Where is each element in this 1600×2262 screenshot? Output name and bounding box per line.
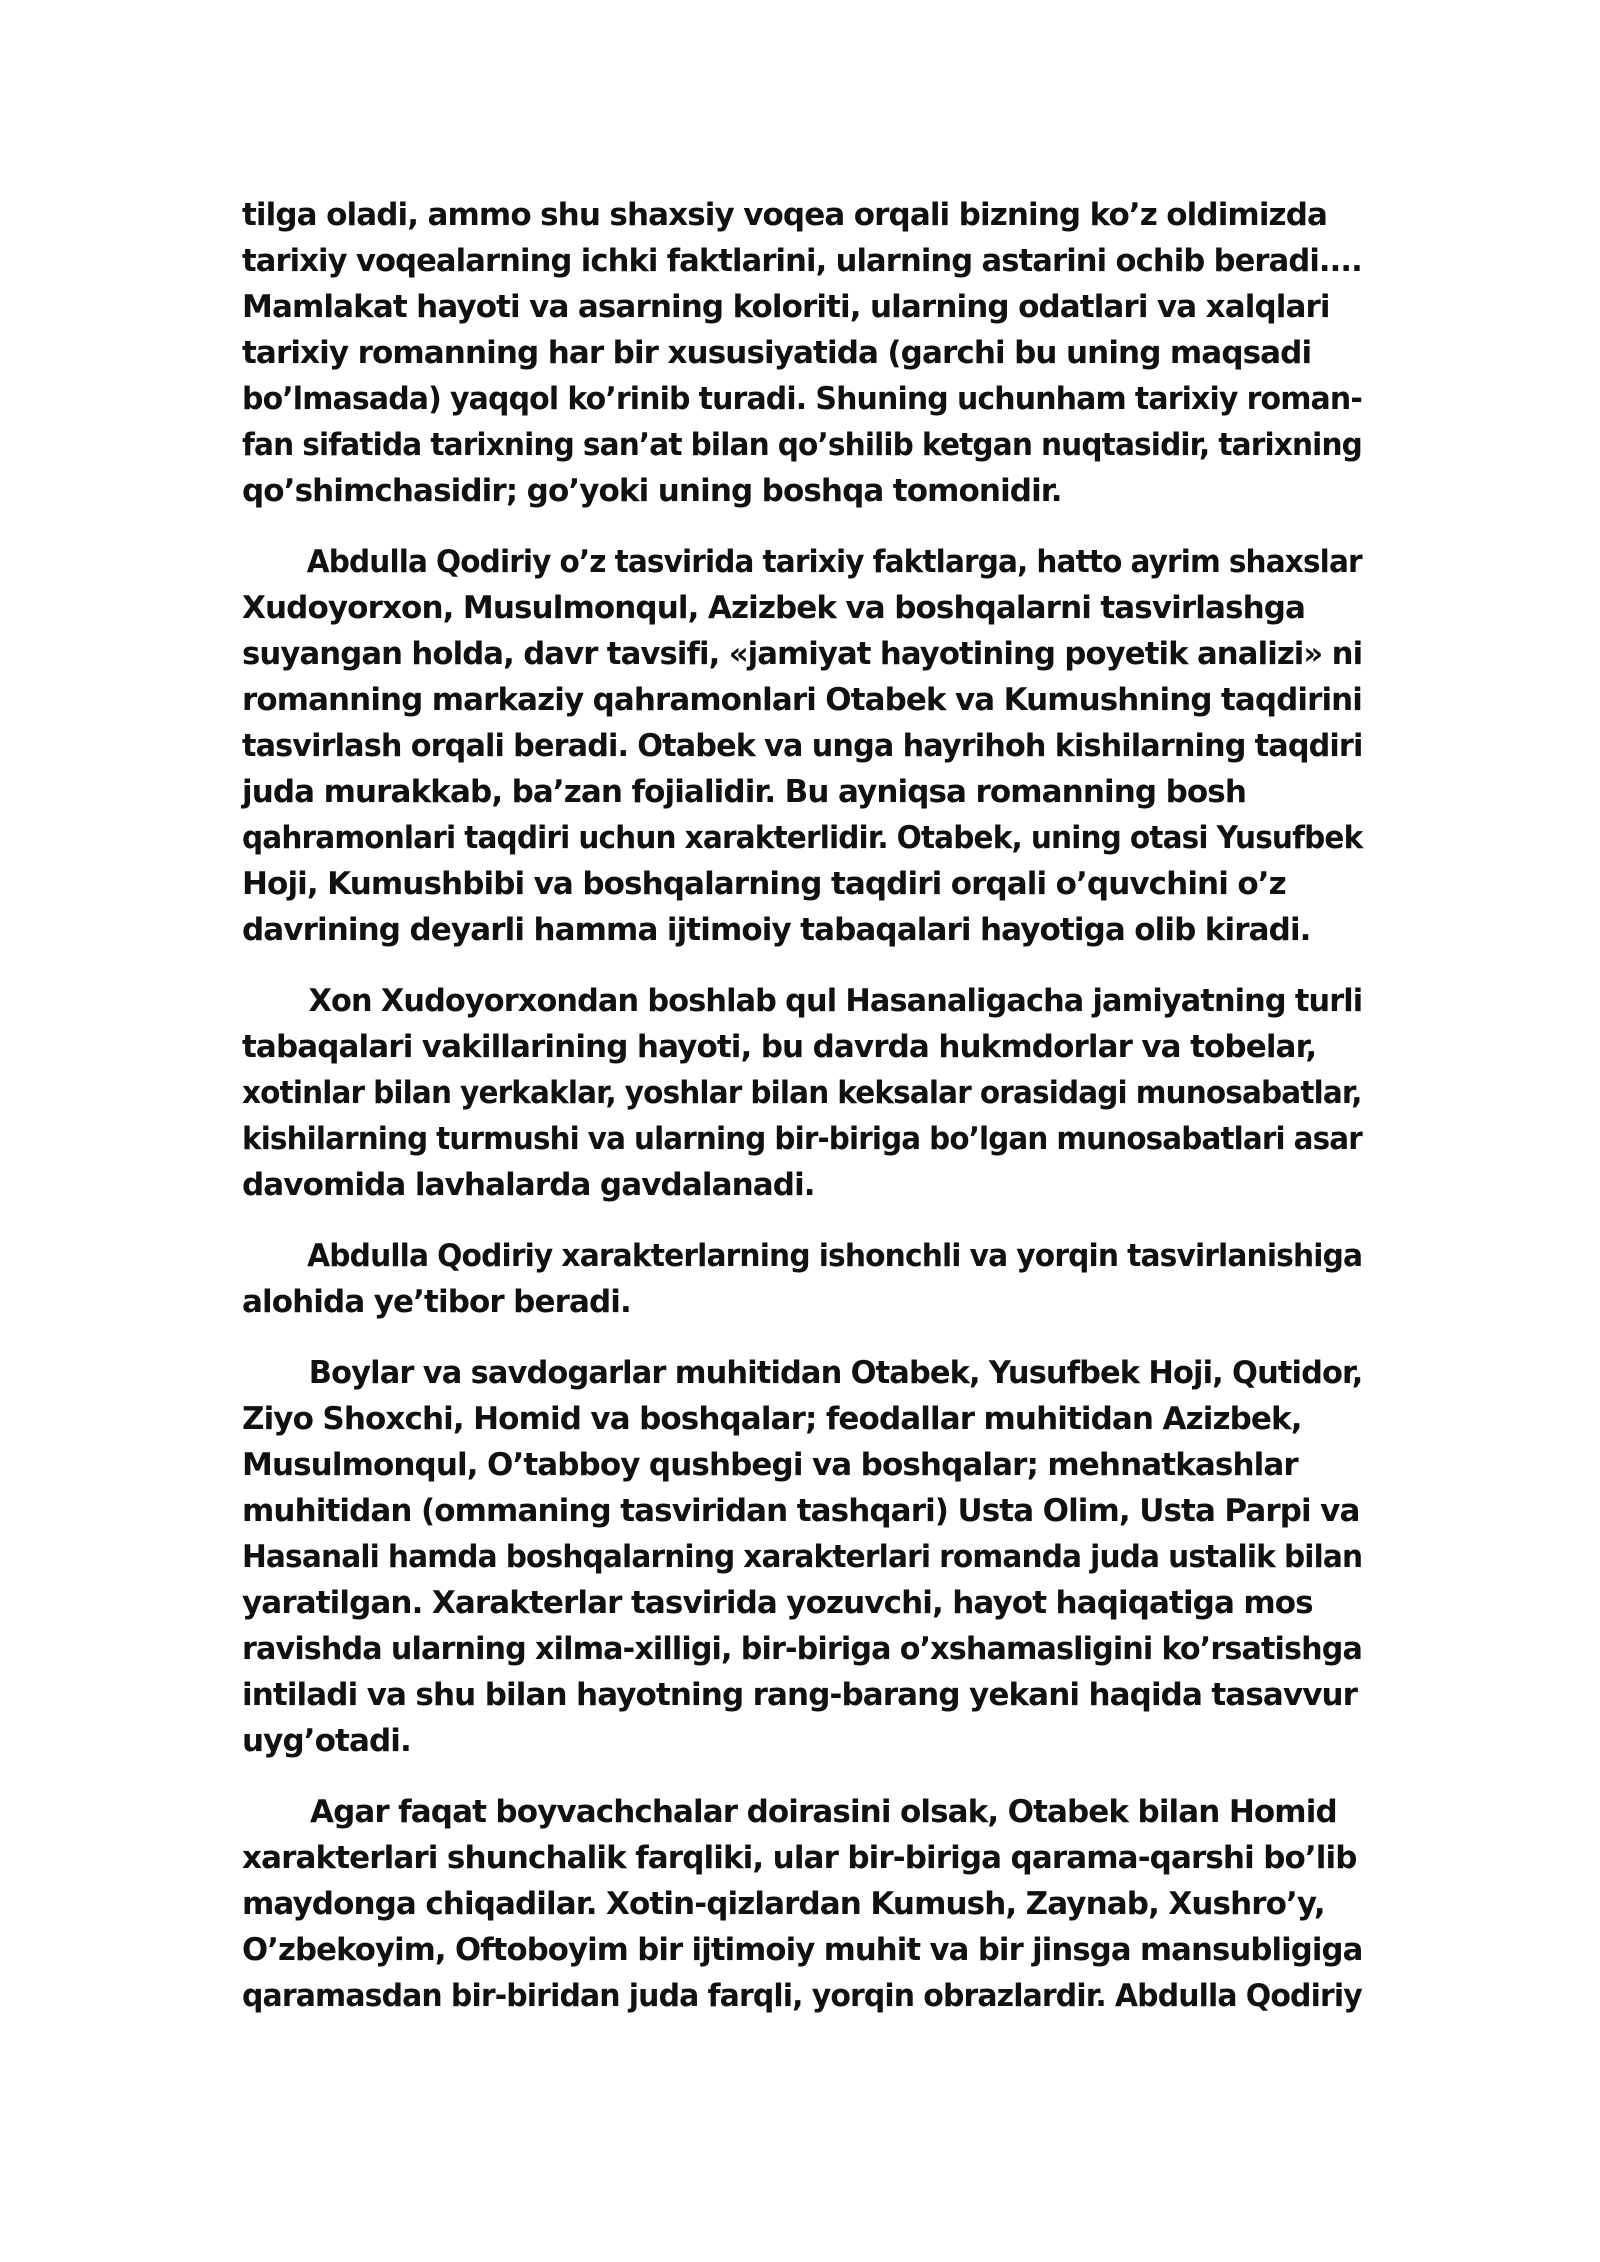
paragraph: [242, 1789, 1362, 2019]
text-line: tarixiy voqealarning ichki faktlarini, ularning astarini ochib beradi....: [242, 243, 1362, 279]
text-line: Xon Xudoyorxondan boshlab qul Hasanaligacha jamiyatning turli: [308, 983, 1363, 1019]
paragraph: [242, 539, 1362, 953]
text-line: kishilarning turmushi va ularning bir-biriga bo’lgan munosabatlari asar: [242, 1121, 1362, 1157]
text-line: romanning markaziy qahramonlari Otabek va Kumushning taqdirini: [242, 682, 1363, 718]
text-line: Abdulla Qodiriy xarakterlarning ishonchli va yorqin tasvirlanishiga: [307, 1238, 1363, 1274]
paragraph: [242, 192, 1362, 514]
text-line: alohida ye’tibor beradi.: [242, 1284, 631, 1320]
document-body: [242, 192, 1362, 2044]
text-line: tilga oladi, ammo shu shaxsiy voqea orqali bizning ko’z oldimizda: [242, 197, 1327, 233]
text-line: O’zbekoyim, Oftoboyim bir ijtimoiy muhit va bir jinsga mansubligiga: [242, 1932, 1363, 1968]
text-line: tabaqalari vakillarining hayoti, bu davrda hukmdorlar va tobelar,: [242, 1029, 1317, 1065]
paragraph: [242, 1350, 1362, 1764]
text-line: davrining deyarli hamma ijtimoiy tabaqalari hayotiga olib kiradi.: [242, 912, 1311, 948]
text-line: qahramonlari taqdiri uchun xarakterlidir. Otabek, uning otasi Yusufbek: [242, 820, 1363, 856]
text-line: Agar faqat boyvachchalar doirasini olsak, Otabek bilan Homid: [310, 1794, 1337, 1830]
text-line: davomida lavhalarda gavdalanadi.: [242, 1167, 815, 1203]
text-line: suyangan holda, davr tavsifi, «jamiyat hayotining poyetik analizi» ni: [242, 636, 1363, 672]
text-line: muhitidan (ommaning tasviridan tashqari) Usta Olim, Usta Parpi va: [242, 1493, 1360, 1529]
text-line: qo’shimchasidir; go’yoki uning boshqa tomonidir.: [242, 473, 1062, 509]
text-line: Ziyo Shoxchi, Homid va boshqalar; feodallar muhitidan Azizbek,: [242, 1401, 1302, 1437]
text-line: ravishda ularning xilma-xilligi, bir-biriga o’xshamasligini ko’rsatishga: [242, 1631, 1362, 1667]
text-line: juda murakkab, ba’zan fojialidir. Bu ayniqsa romanning bosh: [242, 774, 1246, 810]
text-line: maydonga chiqadilar. Xotin-qizlardan Kumush, Zaynab, Xushro’y,: [242, 1886, 1325, 1922]
text-line: qaramasdan bir-biridan juda farqli, yorqin obrazlardir. Abdulla Qodiriy: [242, 1978, 1362, 2014]
text-line: Musulmonqul, O’tabboy qushbegi va boshqalar; mehnatkashlar: [242, 1447, 1298, 1483]
text-line: Boylar va savdogarlar muhitidan Otabek, Yusufbek Hoji, Qutidor,: [308, 1355, 1363, 1391]
text-line: xarakterlari shunchalik farqliki, ular bir-biriga qarama-qarshi bo’lib: [242, 1840, 1357, 1876]
text-line: Hasanali hamda boshqalarning xarakterlari romanda juda ustalik bilan: [242, 1539, 1363, 1575]
paragraph: [242, 978, 1362, 1208]
text-line: Hoji, Kumushbibi va boshqalarning taqdiri orqali o’quvchini o’z: [242, 866, 1286, 902]
paragraph: [242, 1233, 1362, 1325]
text-line: Abdulla Qodiriy o’z tasvirida tarixiy faktlarga, hatto ayrim shaxslar: [306, 544, 1362, 580]
text-line: Xudoyorxon, Musulmonqul, Azizbek va boshqalarni tasvirlashga: [242, 590, 1306, 626]
text-line: yaratilgan. Xarakterlar tasvirida yozuvchi, hayot haqiqatiga mos: [242, 1585, 1313, 1621]
text-line: bo’lmasada) yaqqol ko’rinib turadi. Shuning uchunham tarixiy roman-: [242, 381, 1362, 417]
text-line: fan sifatida tarixning san’at bilan qo’shilib ketgan nuqtasidir, tarixning: [242, 427, 1362, 463]
text-line: tarixiy romanning har bir xususiyatida (garchi bu uning maqsadi: [242, 335, 1312, 371]
text-line: Mamlakat hayoti va asarning koloriti, ularning odatlari va xalqlari: [242, 289, 1330, 325]
text-line: intiladi va shu bilan hayotning rang-barang yekani haqida tasavvur: [242, 1677, 1358, 1713]
text-line: tasvirlash orqali beradi. Otabek va unga hayrihoh kishilarning taqdiri: [242, 728, 1363, 764]
text-line: uyg’otadi.: [242, 1723, 411, 1759]
text-line: xotinlar bilan yerkaklar, yoshlar bilan keksalar orasidagi munosabatlar,: [242, 1075, 1362, 1111]
